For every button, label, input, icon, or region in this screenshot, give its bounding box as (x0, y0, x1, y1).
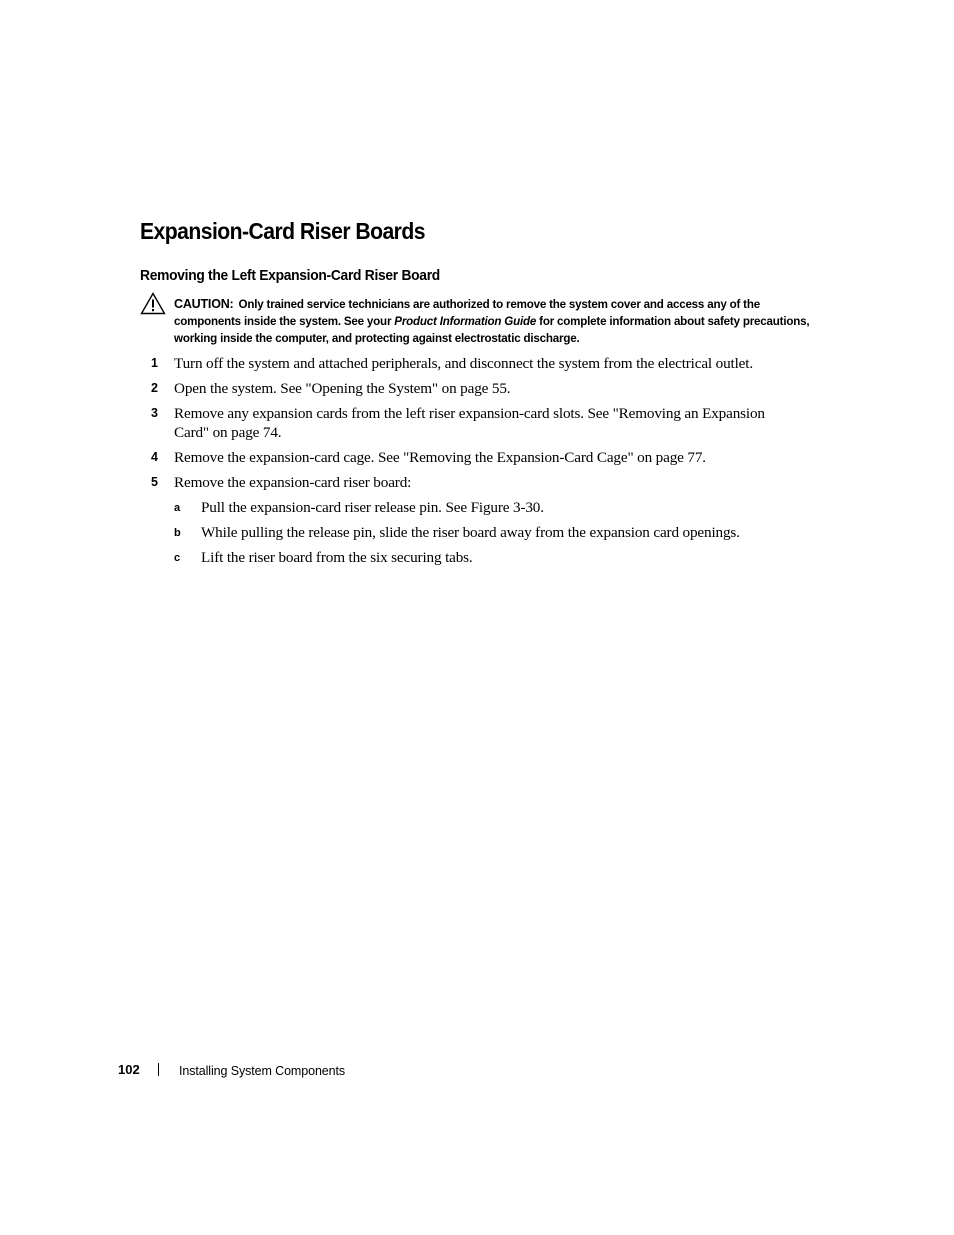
step-text: Open the system. See "Opening the System" on page 55. (174, 380, 511, 397)
step-text: Remove the expansion-card riser board: (174, 474, 412, 491)
caution-text-part1: Only trained service technicians are authorized to remove the system cover and access any of the components inside the system. See your (174, 298, 760, 328)
substep-letter: c (174, 552, 181, 564)
step-text: Remove the expansion-card cage. See "Removing the Expansion-Card Cage" on page 77. (174, 449, 706, 466)
substep-letter: a (174, 502, 181, 514)
step-number: 5 (151, 475, 158, 489)
page-number: 102 (118, 1062, 140, 1077)
footer-section-name: Installing System Components (179, 1064, 346, 1078)
caution-text-part2: for complete information about safety precautions, working inside the computer, and protecting against electrostatic discharge. (174, 315, 810, 345)
warning-triangle-icon (140, 292, 166, 315)
step-text: Remove any expansion cards from the left riser expansion-card slots. See "Removing an Expansion (174, 405, 765, 422)
step-number: 2 (151, 381, 158, 395)
substep-text: While pulling the release pin, slide the riser board away from the expansion card openings. (201, 524, 740, 541)
step-text: Turn off the system and attached peripherals, and disconnect the system from the electrical outlet. (174, 355, 753, 372)
step-number: 1 (151, 356, 158, 370)
step-number: 3 (151, 406, 158, 420)
caution-notice (174, 296, 814, 347)
substep-text: Pull the expansion-card riser release pin. See Figure 3-30. (201, 499, 544, 516)
caution-label: CAUTION: (174, 297, 234, 311)
step-number: 4 (151, 450, 158, 464)
footer-divider (158, 1063, 159, 1076)
section-heading: Removing the Left Expansion-Card Riser Board (140, 267, 440, 284)
substep-text: Lift the riser board from the six securing tabs. (201, 549, 473, 566)
page-title: Expansion-Card Riser Boards (140, 218, 425, 244)
substep-letter: b (174, 527, 181, 539)
caution-doc-reference: Product Information Guide (394, 315, 537, 328)
step-text-continued: Card" on page 74. (174, 424, 282, 441)
